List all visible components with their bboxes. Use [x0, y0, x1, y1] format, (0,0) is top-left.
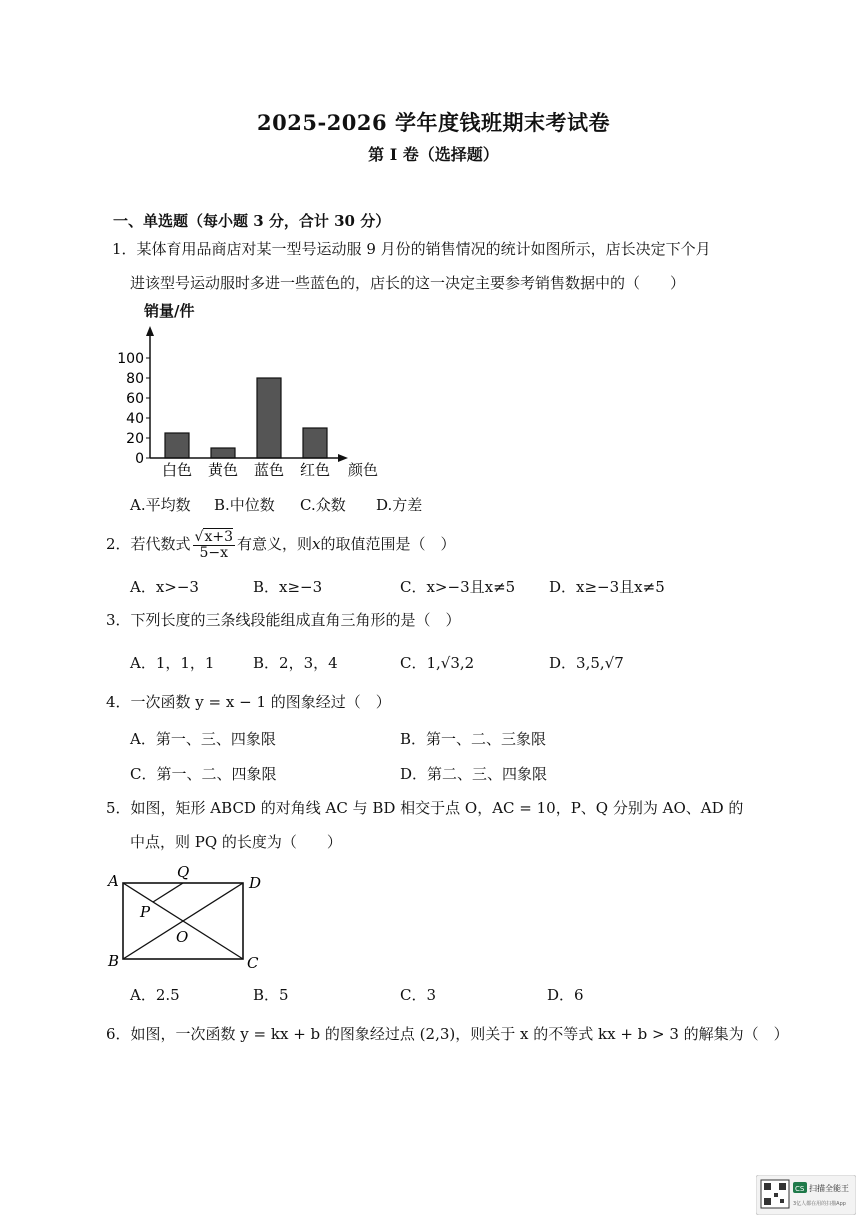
q3-option-b: B．2，3，4 [253, 654, 338, 672]
q4-option-c: C．第一、二、四象限 [130, 765, 277, 783]
bar-2 [257, 378, 281, 458]
q2-option-a: A．x>−3 [130, 578, 199, 596]
q5-option-c: C．3 [400, 986, 437, 1004]
q1-option-d: D.方差 [376, 496, 423, 514]
y-tick-label-5: 100 [117, 351, 144, 367]
q1-option-b: B.中位数 [214, 496, 275, 514]
category-label-3: 红色 [299, 461, 331, 479]
chart-x-label: 颜色 [348, 461, 379, 479]
svg-text:CS: CS [795, 1185, 805, 1193]
q3-option-d: D．3,5,√7 [549, 654, 624, 672]
q2-fraction: $\frac{√x+3}{5-x}$ [194, 529, 234, 561]
q5-option-a: A．2.5 [130, 986, 180, 1004]
q4-option-a: A．第一、三、四象限 [130, 730, 276, 748]
y-tick-label-1: 20 [126, 431, 144, 447]
label-p: P [140, 903, 151, 921]
exam-title: 2025-2026 学年度钱班期末考试卷 [257, 110, 610, 135]
scanner-watermark [756, 1175, 856, 1215]
bar-0 [165, 433, 189, 458]
q2-denominator: 5−x [199, 545, 229, 561]
svg-text:3亿人都在用的扫描App: 3亿人都在用的扫描App [793, 1201, 846, 1207]
y-tick-label-4: 80 [126, 371, 144, 387]
q5-line1: 5．如图，矩形 ABCD 的对角线 AC 与 BD 相交于点 O，AC = 10，P、Q 分别为 AO、AD 的 [106, 799, 744, 817]
q3-option-c: C．1,√3,2 [400, 654, 475, 672]
y-tick-label-3: 60 [126, 391, 144, 407]
q5-option-b: B．5 [253, 986, 289, 1004]
y-axis-arrow [146, 326, 154, 336]
q5-line2: 中点，则 PQ 的长度为（ ） [130, 833, 342, 851]
q4-stem: 4．一次函数 y = x − 1 的图象经过（ ） [106, 693, 391, 711]
q2-option-c: C．x>−3且x≠5 [400, 578, 516, 596]
label-b: B [108, 952, 120, 970]
category-label-1: 黄色 [207, 461, 239, 479]
q4-option-b: B．第一、二、三象限 [400, 730, 547, 748]
q5-option-d: D．6 [547, 986, 584, 1004]
q2-stem [106, 526, 456, 562]
q3-stem: 3．下列长度的三条线段能组成直角三角形的是（ ） [106, 611, 461, 629]
q1-line1: 1．某体育用品商店对某一型号运动服 9 月份的销售情况的统计如图所示，店长决定下个月 [112, 240, 711, 258]
q1-option-c: C.众数 [300, 496, 346, 514]
y-tick-label-0: 0 [135, 451, 144, 467]
rectangle-diagram [104, 860, 274, 975]
label-o: O [176, 928, 189, 946]
section-heading: 一、单选题（每小题 3 分，合计 30 分） [113, 212, 391, 230]
q2-numerator: x+3 [204, 529, 234, 545]
bar-3 [303, 428, 327, 458]
q1-line2: 进该型号运动服时多进一些蓝色的，店长的这一决定主要参考销售数据中的（ ） [130, 274, 686, 292]
q2-prefix: 2．若代数式 [106, 535, 191, 553]
bar-chart [110, 298, 400, 488]
q1-option-a: A.平均数 [130, 496, 191, 514]
q2-option-d: D．x≥−3且x≠5 [549, 578, 665, 596]
x-axis-arrow [338, 454, 348, 462]
q2-var: x [312, 535, 321, 553]
category-label-0: 白色 [161, 461, 193, 479]
segment-pq [153, 883, 183, 902]
y-tick-label-2: 40 [126, 411, 144, 427]
label-d: D [249, 874, 262, 892]
q6-stem: 6．如图，一次函数 y = kx + b 的图象经过点 (2,3)，则关于 x 的不等式 kx + b > 3 的解集为（ ） [106, 1025, 789, 1043]
q3-option-a: A．1，1，1 [130, 654, 215, 672]
label-q: Q [177, 863, 190, 881]
q4-option-d: D．第二、三、四象限 [400, 765, 548, 783]
category-label-2: 蓝色 [253, 461, 285, 479]
q2-option-b: B．x≥−3 [253, 578, 323, 596]
svg-text:扫描全能王: 扫描全能王 [809, 1184, 849, 1193]
label-c: C [247, 954, 259, 972]
q2-suffix-a: 有意义，则 [237, 535, 313, 553]
q2-suffix-b: 的取值范围是（ ） [320, 535, 456, 553]
label-a: A [108, 872, 119, 890]
chart-y-label: 销量/件 [144, 302, 195, 320]
bar-1 [211, 448, 235, 458]
exam-subtitle: 第 I 卷（选择题） [368, 145, 499, 164]
